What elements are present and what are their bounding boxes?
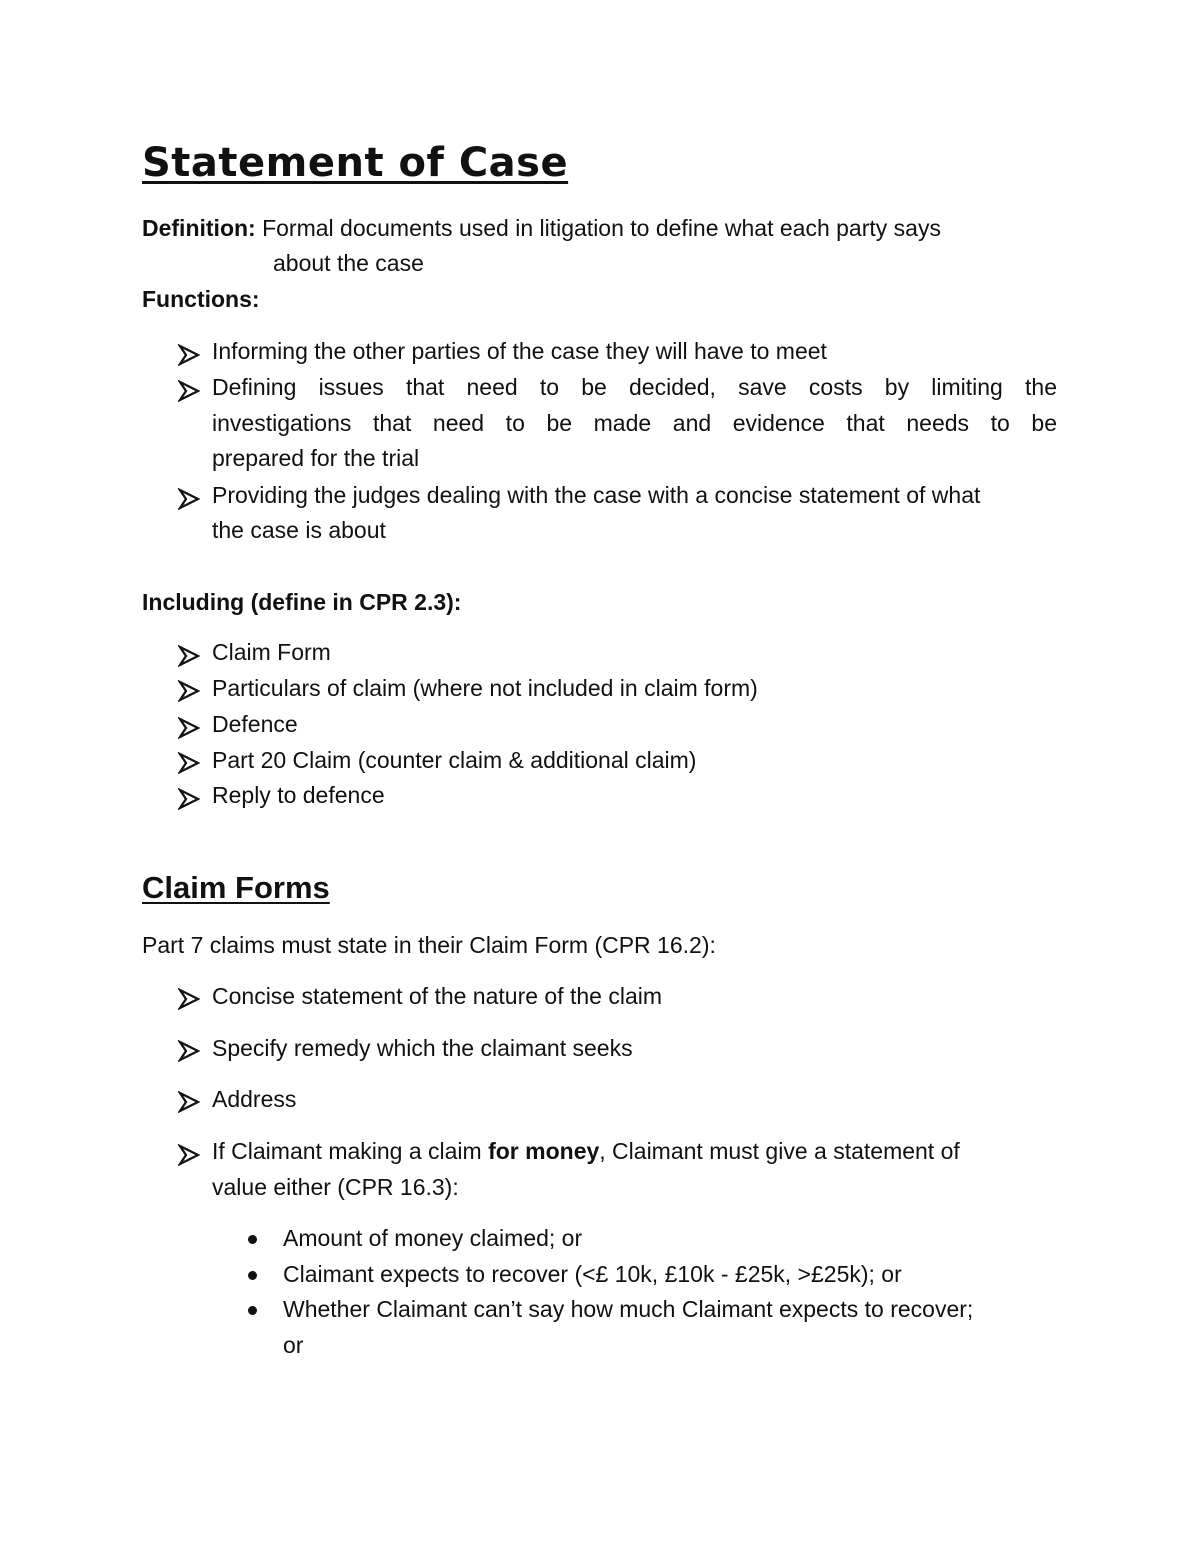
arrowhead-bullet-icon xyxy=(178,380,200,402)
money-item-line2: value either (CPR 16.3): xyxy=(212,1174,459,1200)
definition-label: Definition: xyxy=(142,215,256,241)
arrowhead-bullet-icon xyxy=(178,1144,200,1166)
sub-item-1: Amount of money claimed; or xyxy=(283,1225,583,1251)
sub-item-3-line2: or xyxy=(283,1332,304,1358)
arrowhead-bullet-icon xyxy=(178,1091,200,1113)
arrowhead-bullet-icon xyxy=(178,988,200,1010)
arrowhead-bullet-icon xyxy=(178,788,200,810)
arrowhead-bullet-icon xyxy=(178,752,200,774)
functions-label: Functions: xyxy=(142,286,260,312)
claim-forms-item-3: Address xyxy=(212,1086,297,1112)
sub-item-2: Claimant expects to recover (<£ 10k, £10k - £25k, >£25k); or xyxy=(283,1261,902,1287)
arrowhead-bullet-icon xyxy=(178,488,200,510)
claim-forms-item-2: Specify remedy which the claimant seeks xyxy=(212,1035,633,1061)
claim-forms-heading: Claim Forms xyxy=(142,870,330,905)
money-item-bold: for money xyxy=(488,1138,600,1164)
functions-item-2-line3: prepared for the trial xyxy=(212,445,420,471)
round-bullet-icon xyxy=(248,1271,257,1280)
including-item-5: Reply to defence xyxy=(212,782,385,808)
arrowhead-bullet-icon xyxy=(178,1040,200,1062)
including-item-4: Part 20 Claim (counter claim & additional claim) xyxy=(212,747,697,773)
definition-text-line2: about the case xyxy=(273,250,424,276)
definition-text-line1: Formal documents used in litigation to define what each party says xyxy=(262,215,941,241)
including-label: Including (define in CPR 2.3): xyxy=(142,589,462,615)
page-title: Statement of Case xyxy=(142,140,569,186)
functions-item-2-line1: Defining issues that need to be decided, save costs by limiting the xyxy=(212,374,1057,400)
claim-forms-money-item xyxy=(212,1134,960,1169)
functions-item-2-line2: investigations that need to be made and evidence that needs to be xyxy=(212,410,1057,436)
functions-item-3-line1: Providing the judges dealing with the case with a concise statement of what xyxy=(212,482,981,508)
arrowhead-bullet-icon xyxy=(178,717,200,739)
arrowhead-bullet-icon xyxy=(178,680,200,702)
sub-item-3-line1: Whether Claimant can’t say how much Claimant expects to recover; xyxy=(283,1296,974,1322)
round-bullet-icon xyxy=(248,1235,257,1244)
arrowhead-bullet-icon xyxy=(178,645,200,667)
including-item-3: Defence xyxy=(212,711,298,737)
money-item-text-after: , Claimant must give a statement of xyxy=(599,1138,960,1164)
round-bullet-icon xyxy=(248,1306,257,1315)
definition-row xyxy=(142,211,941,246)
functions-item-3-line2: the case is about xyxy=(212,517,386,543)
claim-forms-intro: Part 7 claims must state in their Claim Form (CPR 16.2): xyxy=(142,932,716,958)
including-item-1: Claim Form xyxy=(212,639,331,665)
functions-item-1: Informing the other parties of the case they will have to meet xyxy=(212,338,827,364)
claim-forms-item-1: Concise statement of the nature of the claim xyxy=(212,983,663,1009)
money-item-text-before: If Claimant making a claim xyxy=(212,1138,489,1164)
including-item-2: Particulars of claim (where not included in claim form) xyxy=(212,675,758,701)
arrowhead-bullet-icon xyxy=(178,344,200,366)
